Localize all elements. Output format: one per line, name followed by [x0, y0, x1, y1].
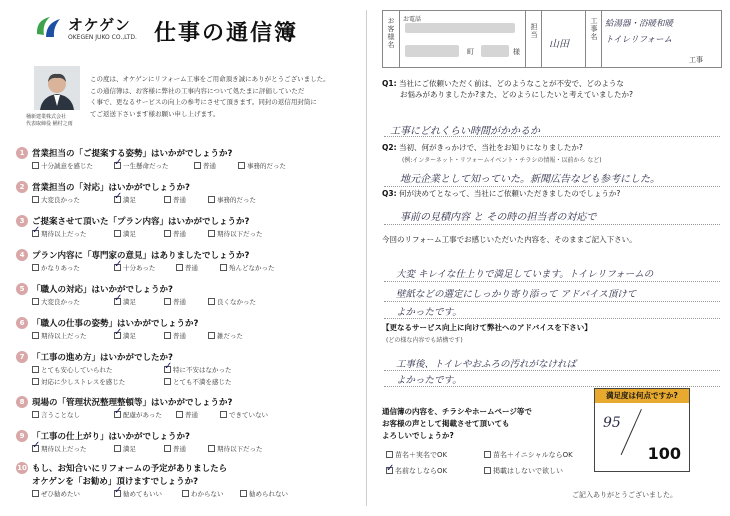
- advice-answer-line-2[interactable]: よかったです。: [396, 375, 462, 386]
- satisfaction-title: 満足度は何点ですか?: [595, 389, 689, 403]
- cell-divider: [399, 11, 400, 67]
- answer-line: [384, 281, 720, 282]
- open-question-1: [382, 78, 722, 100]
- checkbox: [164, 196, 171, 203]
- checkbox: [208, 196, 215, 203]
- option-checkbox[interactable]: 期待以下だった: [208, 444, 263, 454]
- satisfaction-max: 100: [647, 444, 681, 463]
- question-number: 6: [16, 317, 28, 329]
- checkbox-checked: [114, 411, 121, 418]
- option-checkbox[interactable]: 満足: [114, 229, 136, 239]
- option-checkbox[interactable]: とても不満を感じた: [164, 377, 232, 387]
- checkbox-checked: [164, 366, 171, 373]
- question-text: 営業担当の「対応」はいかがでしょうか?: [32, 183, 190, 193]
- phone-label: お電話: [403, 16, 422, 23]
- question-text: 「工事の進め方」はいかがでしたか?: [32, 353, 173, 363]
- checkbox-checked: [32, 445, 39, 452]
- question-5: [16, 283, 362, 308]
- checkbox-checked: [114, 264, 121, 271]
- question-number: Q3:: [382, 189, 397, 198]
- question-text-line2: オケゲンを「お勧め」頂けますでしょうか?: [32, 477, 199, 487]
- question-8: [16, 396, 362, 421]
- impression-answer-line-3[interactable]: よかったです。: [396, 307, 462, 318]
- question-6: [16, 317, 362, 342]
- cell-divider: [525, 11, 526, 67]
- checkbox: [220, 411, 227, 418]
- question-text: 現場の「管理状況整理整頓等」はいかがでしょうか?: [32, 398, 233, 408]
- checkbox: [208, 445, 215, 452]
- town-label: 町: [467, 48, 474, 56]
- question-text: ご提案させて頂いた「プラン内容」はいかがでしょうか?: [32, 217, 250, 227]
- option-checkbox[interactable]: 普通: [176, 263, 198, 273]
- advice-answer-line-1[interactable]: 工事後、トイレやおふろの汚れがなければ: [396, 359, 577, 370]
- checkbox: [182, 490, 189, 497]
- option-checkbox[interactable]: 殆んどなかった: [220, 263, 275, 273]
- cell-divider: [601, 11, 602, 67]
- left-panel: [6, 4, 362, 512]
- work-name-handwritten-2: トイレリフォーム: [605, 35, 673, 45]
- option-checkbox[interactable]: 良くなかった: [208, 297, 256, 307]
- satisfaction-score-box: [594, 388, 690, 472]
- option-checkbox[interactable]: 普通: [164, 297, 186, 307]
- option-checkbox[interactable]: 言うことなし: [32, 410, 80, 420]
- consent-option[interactable]: 苗名＋実名でOK: [386, 450, 447, 460]
- option-checkbox[interactable]: 期待以下だった: [208, 229, 263, 239]
- checkbox: [176, 264, 183, 271]
- cell-divider: [585, 11, 586, 67]
- option-checkbox[interactable]: 事務的だった: [238, 161, 286, 171]
- question-3: [16, 215, 362, 240]
- option-checkbox[interactable]: 普通: [164, 195, 186, 205]
- logo-subtitle: OKEGEN JUKO CO.,LTD.: [68, 34, 137, 41]
- checkbox: [32, 264, 39, 271]
- consent-line: お客様の声として掲載させて頂いても: [382, 419, 510, 428]
- checkbox-checked: [114, 332, 121, 339]
- answer-line: [384, 301, 720, 302]
- q1-answer-handwritten[interactable]: 工事にどれくらい時間がかかるか: [390, 126, 540, 137]
- question-text: 「職人の対応」はいかがでしょうか?: [32, 285, 173, 295]
- question-7: [16, 351, 362, 388]
- option-checkbox[interactable]: できていない: [220, 410, 268, 420]
- president-caption: [26, 114, 73, 128]
- question-text-line2: お悩みがありましたか?また、どのようにしたいと考えていましたか?: [400, 90, 633, 99]
- checkbox: [484, 451, 491, 458]
- president-photo: [34, 66, 80, 110]
- checkbox: [32, 490, 39, 497]
- option-checkbox[interactable]: 普通: [176, 410, 198, 420]
- checkbox: [208, 230, 215, 237]
- answer-line: [384, 386, 720, 387]
- logo-name: オケゲン: [68, 16, 131, 34]
- company-name-caption: 桶新建業株式会社: [26, 114, 67, 120]
- option-checkbox[interactable]: ✓ 特に不安はなかった: [164, 365, 232, 375]
- score-divider: [621, 409, 642, 455]
- option-checkbox[interactable]: 普通: [194, 161, 216, 171]
- answer-line: [384, 186, 720, 187]
- option-checkbox[interactable]: ぜひ勧めたい: [32, 489, 80, 499]
- answer-line: [384, 224, 720, 225]
- satisfaction-score[interactable]: 95: [603, 415, 621, 431]
- checkbox: [164, 332, 171, 339]
- question-number: 10: [17, 464, 27, 472]
- option-checkbox[interactable]: ✓ 満足: [114, 195, 136, 205]
- checkbox: [32, 411, 39, 418]
- checkbox: [114, 230, 121, 237]
- option-checkbox[interactable]: ✓ 十分あった: [114, 263, 155, 273]
- president-name: 桶村之雨: [52, 121, 73, 127]
- checkbox: [220, 264, 227, 271]
- thank-you-note: ご記入ありがとうございました。: [572, 491, 677, 499]
- option-checkbox[interactable]: 普通: [164, 229, 186, 239]
- company-logo: [34, 12, 137, 52]
- checkbox: [176, 411, 183, 418]
- question-number: 5: [16, 283, 28, 295]
- intro-text: [90, 74, 358, 120]
- checkbox: [484, 467, 491, 474]
- q2-example-note: (例:インターネット・リフォームイベント・チラシの情報・以前から など): [402, 157, 602, 164]
- question-4: [16, 249, 362, 274]
- question-2: [16, 181, 362, 206]
- impression-answer-line-2[interactable]: 壁紙などの選定にしっかり寄り添って アドバイス頂けて: [396, 289, 637, 300]
- title-caption: 代表取締役: [26, 121, 52, 127]
- question-1: [16, 147, 362, 172]
- open-question-2: [382, 142, 722, 153]
- checkbox: [32, 378, 39, 385]
- option-checkbox[interactable]: わからない: [182, 489, 224, 499]
- staff-name-handwritten: 山田: [549, 39, 569, 50]
- option-checkbox[interactable]: 勧められない: [240, 489, 288, 499]
- question-number: 3: [16, 215, 28, 227]
- option-checkbox[interactable]: ✓ 満足: [114, 297, 136, 307]
- question-number: 4: [16, 249, 28, 261]
- impression-answer-line-1[interactable]: 大変 キレイな仕上りで満足しています。トイレリフォームの: [396, 269, 654, 280]
- advice-note: (どの様な内容でも結構です): [386, 337, 463, 344]
- option-checkbox[interactable]: ✓期待以上だった: [32, 229, 87, 239]
- option-checkbox[interactable]: 十分誠意を感じた: [32, 161, 93, 171]
- checkbox: [32, 196, 39, 203]
- option-checkbox[interactable]: 対応に少しストレスを感じた: [32, 377, 125, 387]
- person-icon: [34, 66, 80, 110]
- honorific-label: 様: [513, 48, 520, 56]
- question-text: 「工事の仕上がり」はいかがでしょうか?: [32, 432, 190, 442]
- work-suffix: 工事: [689, 56, 703, 64]
- question-text: もし、お知合いにリフォームの予定がありましたら: [32, 464, 228, 474]
- checkbox-checked: [386, 467, 393, 474]
- intro-line: この通信簿は、お客様に弊社の工事内容について処たまに評価していただ: [90, 86, 305, 95]
- answer-line: [384, 136, 720, 137]
- question-number: Q1:: [382, 79, 397, 88]
- question-number: 9: [16, 430, 28, 442]
- consent-line: 通信簿の内容を、チラシやホームページ等で: [382, 407, 532, 416]
- document-title: 仕事の通信簿: [154, 21, 299, 46]
- answer-line: [384, 370, 720, 371]
- name-redacted: [481, 45, 509, 57]
- right-panel: [372, 4, 724, 512]
- consent-question: [382, 406, 532, 442]
- checkbox: [32, 366, 39, 373]
- checkbox: [32, 332, 39, 339]
- question-number: 7: [16, 351, 28, 363]
- option-checkbox[interactable]: 事務的だった: [208, 195, 256, 205]
- checkbox-checked: [114, 490, 121, 497]
- cell-divider: [541, 11, 542, 67]
- checkbox-checked: [32, 230, 39, 237]
- consent-option[interactable]: ✓名前なしならOK: [386, 466, 447, 476]
- intro-line: この度は、オケゲンにリフォーム工事をご用命頂き誠にありがとうございました。: [90, 75, 330, 83]
- option-checkbox[interactable]: かなりあった: [32, 263, 80, 273]
- option-checkbox[interactable]: ✓期待以上だった: [32, 444, 87, 454]
- intro-line: てご返送下さいます様お願い申し上げます。: [90, 109, 220, 118]
- staff-label: 担当: [530, 23, 538, 39]
- consent-option[interactable]: 掲載はしないで欲しい: [484, 466, 563, 476]
- checkbox: [164, 298, 171, 305]
- work-name-handwritten-1: 給湯器・浴暖和暖: [605, 19, 674, 29]
- checkbox: [238, 162, 245, 169]
- option-checkbox[interactable]: 期待以上だった: [32, 331, 87, 341]
- checkbox: [164, 378, 171, 385]
- checkbox-checked: [114, 196, 121, 203]
- checkbox: [208, 298, 215, 305]
- option-checkbox[interactable]: 普通: [164, 444, 186, 454]
- question-10: [16, 462, 362, 500]
- checkbox-checked: [114, 162, 121, 169]
- page-divider: [366, 10, 367, 506]
- question-text: 当初、何がきっかけで、当社をお知りになりましたか?: [398, 143, 583, 152]
- impression-prompt: 今回のリフォーム工事でお感じいただいた内容を、そのままご記入下さい。: [382, 235, 637, 244]
- question-number: 1: [16, 147, 28, 159]
- phone-redacted: [405, 23, 515, 33]
- option-checkbox[interactable]: ✓ 勧めてもいい: [114, 489, 162, 499]
- question-number: 8: [16, 396, 28, 408]
- checkbox: [114, 445, 121, 452]
- option-checkbox[interactable]: 普通: [164, 331, 186, 341]
- option-checkbox[interactable]: とても安心していられた: [32, 365, 113, 375]
- work-name-label: 工事名: [590, 17, 598, 41]
- checkbox: [194, 162, 201, 169]
- option-checkbox[interactable]: ✓ 一生懸命だった: [114, 161, 169, 171]
- question-text: プラン内容に「専門家の意見」はありましたでしょうか?: [32, 251, 250, 261]
- option-checkbox[interactable]: 大変良かった: [32, 195, 80, 205]
- question-number: 2: [16, 181, 28, 193]
- logo-mark-icon: [34, 14, 62, 40]
- option-checkbox[interactable]: ✓ 満足: [114, 331, 136, 341]
- checkbox: [32, 162, 39, 169]
- checkbox: [164, 445, 171, 452]
- checkbox-checked: [114, 298, 121, 305]
- option-checkbox[interactable]: 満足: [114, 444, 136, 454]
- question-text: 「職人の仕事の姿勢」はいかがでしょうか?: [32, 319, 199, 329]
- question-text: 当社にご依頼いただく前は、どのようなことが不安で、どのような: [398, 79, 624, 88]
- open-question-3: [382, 188, 722, 199]
- consent-option[interactable]: 苗名＋イニシャルならOK: [484, 450, 573, 460]
- address-redacted: [405, 45, 459, 57]
- checkbox: [386, 451, 393, 458]
- advice-title: 【更なるサービス向上に向けて弊社へのアドバイスを下さい】: [382, 323, 592, 332]
- question-9: [16, 430, 362, 455]
- q3-answer-handwritten[interactable]: 事前の見積内容 と その時の担当者の対応で: [400, 212, 597, 223]
- checkbox: [208, 332, 215, 339]
- option-checkbox[interactable]: 大変良かった: [32, 297, 80, 307]
- customer-name-label: お客様名: [387, 17, 395, 49]
- question-text: 何が決めてとなって、当社にご依頼いただきましたのでしょうか?: [398, 189, 621, 198]
- customer-info-box: [382, 10, 722, 68]
- question-text: 営業担当の「ご提案する姿勢」はいかがでしょうか?: [32, 149, 233, 159]
- consent-line: よろしいでしょうか?: [382, 431, 454, 440]
- checkbox: [32, 298, 39, 305]
- checkbox: [164, 230, 171, 237]
- option-checkbox[interactable]: ✓ 配慮があった: [114, 410, 162, 420]
- option-checkbox[interactable]: 雑だった: [208, 331, 243, 341]
- checkbox: [240, 490, 247, 497]
- question-number: Q2:: [382, 143, 397, 152]
- intro-line: く事で、更なるサービスの向上の参考にさせて頂きます。同封の返信用封筒に: [90, 98, 317, 106]
- answer-line: [384, 318, 720, 319]
- q2-answer-handwritten[interactable]: 地元企業として知っていた。新聞広告なども参考にした。: [400, 174, 660, 185]
